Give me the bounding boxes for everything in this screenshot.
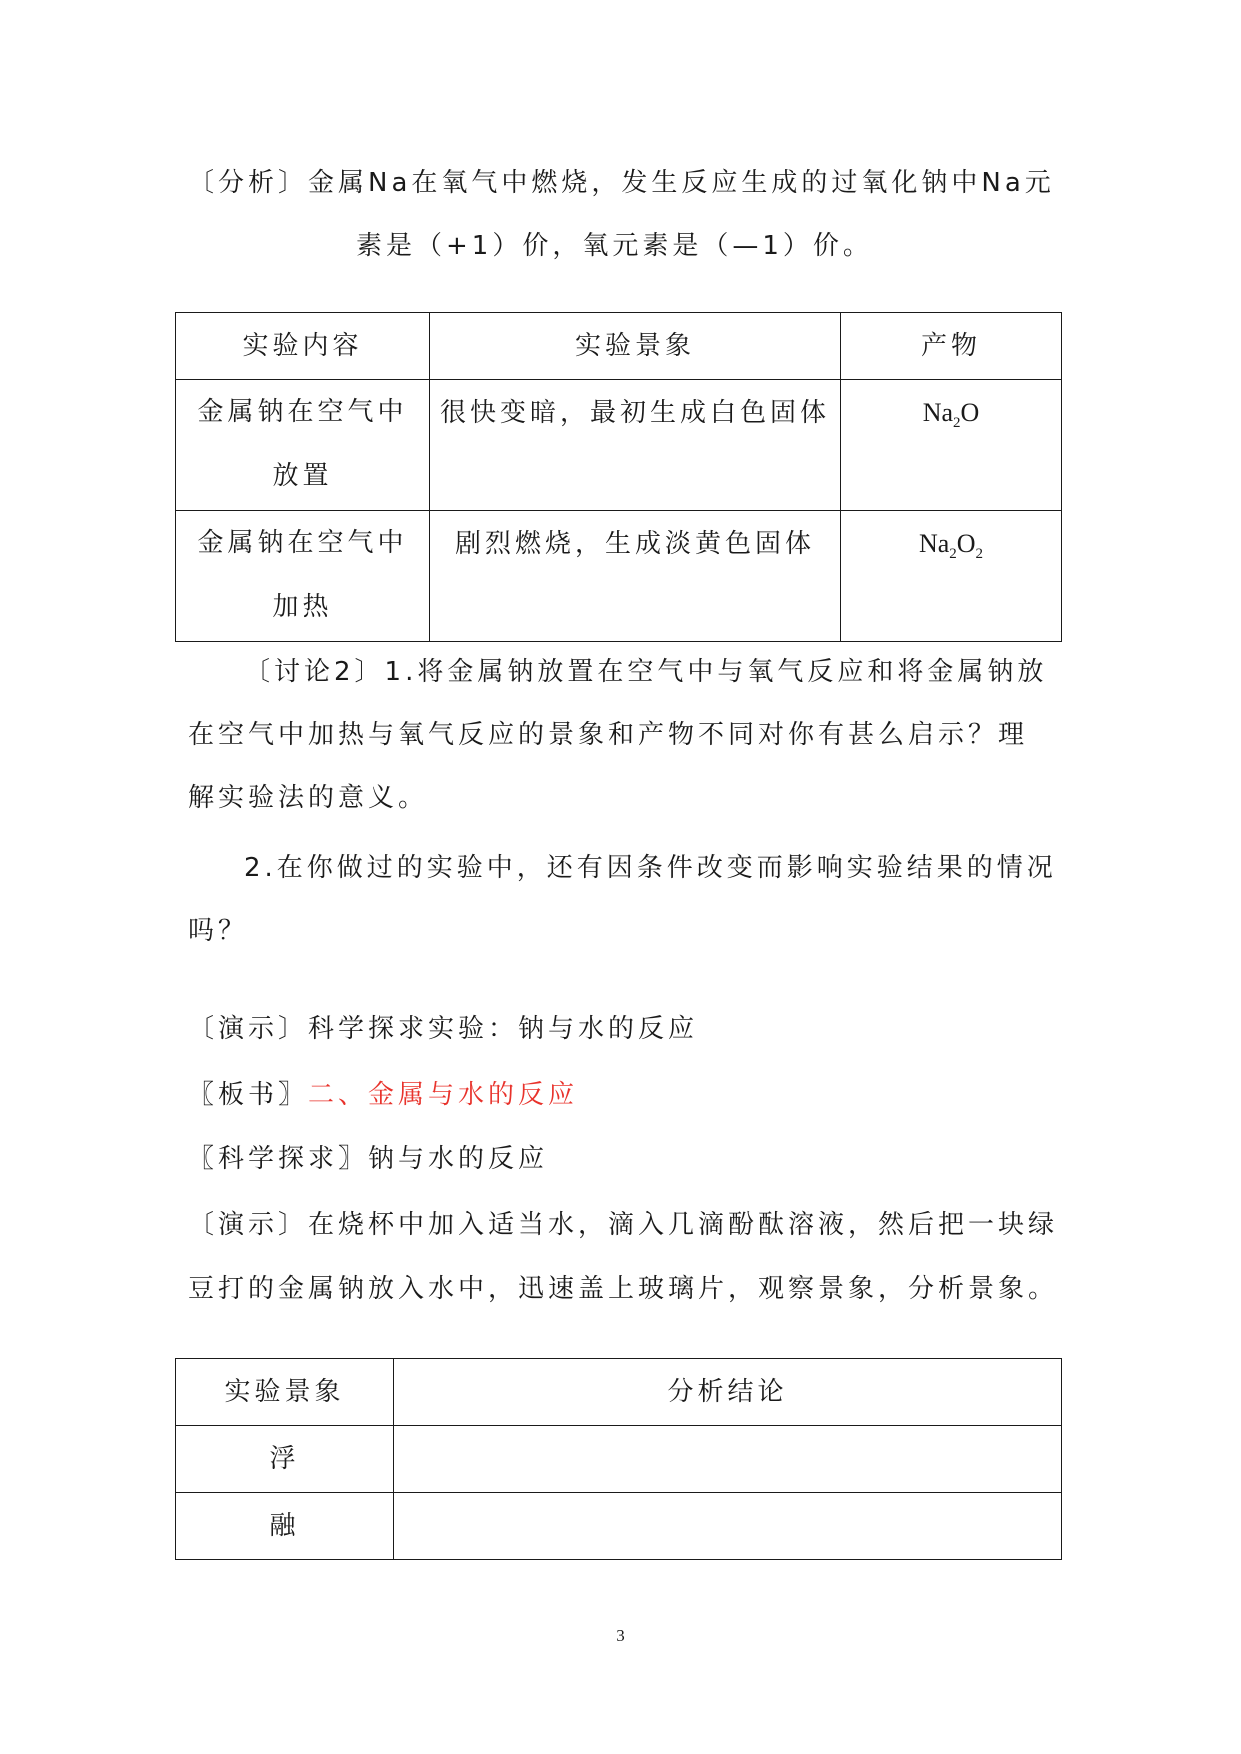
demo-line-1: 〔演示〕在烧杯中加入适当水，滴入几滴酚酞溶液，然后把一块绿 (188, 1210, 1059, 1240)
header-cell (430, 313, 841, 380)
product-formula: $Na_2O_2$ (918, 529, 984, 563)
table-row (176, 1426, 1062, 1493)
table-header-row (176, 313, 1062, 380)
table-cell (841, 511, 1062, 642)
header-phenomenon: 实验景象 (574, 331, 695, 361)
table-row (176, 1493, 1062, 1560)
conclusion-cell[interactable] (394, 1426, 1062, 1493)
discussion-line-4: 2.在你做过的实验中，还有因条件改变而影响实验结果的情况 (244, 853, 1057, 883)
discussion-line-5: 吗？ (188, 916, 249, 946)
board-text: 二、金属与水的反应 (308, 1080, 579, 1110)
phenomenon-text: 很快变暗，最初生成白色固体 (439, 398, 830, 428)
phenomenon-text: 剧烈燃烧，生成淡黄色固体 (454, 529, 815, 559)
page-number: 3 (616, 1626, 625, 1645)
header-conclusion: 分析结论 (667, 1377, 788, 1407)
header-phenomenon: 实验景象 (224, 1377, 345, 1407)
sodium-air-table (175, 312, 1062, 642)
discussion-line-3: 解实验法的意义。 (188, 783, 429, 813)
sodium-water-table (175, 1358, 1062, 1560)
conclusion-cell[interactable] (394, 1493, 1062, 1560)
table-row (176, 380, 1062, 511)
content-line-2: 加热 (272, 592, 333, 622)
table-cell (176, 380, 430, 511)
demo-heading: 〔演示〕科学探求实验：钠与水的反应 (188, 1014, 699, 1044)
table-row (176, 511, 1062, 642)
header-cell (176, 313, 430, 380)
table-cell (176, 1493, 394, 1560)
table-cell (176, 1426, 394, 1493)
content-line-2: 放置 (272, 461, 333, 491)
header-content: 实验内容 (242, 331, 363, 361)
product-formula: $Na_2O$ (922, 398, 980, 432)
discussion-line-1: 〔讨论2〕1.将金属钠放置在空气中与氧气反应和将金属钠放 (244, 657, 1048, 687)
header-cell (841, 313, 1062, 380)
header-cell (176, 1359, 394, 1426)
discussion-line-2: 在空气中加热与氧气反应的景象和产物不同对你有甚么启示？理 (188, 720, 1029, 750)
table-cell (430, 511, 841, 642)
content-line-1: 金属钠在空气中 (197, 397, 408, 427)
header-cell (394, 1359, 1062, 1426)
content-line-1: 金属钠在空气中 (197, 528, 408, 558)
table-cell (430, 380, 841, 511)
phenomenon-text: 浮 (269, 1444, 300, 1474)
analysis-line-1: 〔分析〕金属Na在氧气中燃烧，发生反应生成的过氧化钠中Na元 (188, 168, 1055, 198)
demo-line-2: 豆打的金属钠放入水中，迅速盖上玻璃片，观察景象，分析景象。 (188, 1274, 1059, 1304)
board-label: 〖板书〗 (188, 1080, 309, 1110)
phenomenon-text: 融 (269, 1511, 300, 1541)
analysis-line-2: 素是（+1）价，氧元素是（—1）价。 (356, 231, 873, 261)
table-cell (841, 380, 1062, 511)
table-header-row (176, 1359, 1062, 1426)
header-product: 产物 (920, 331, 981, 361)
board-line (188, 1075, 578, 1115)
table-cell (176, 511, 430, 642)
inquiry-heading: 〖科学探求〗钠与水的反应 (188, 1144, 549, 1174)
